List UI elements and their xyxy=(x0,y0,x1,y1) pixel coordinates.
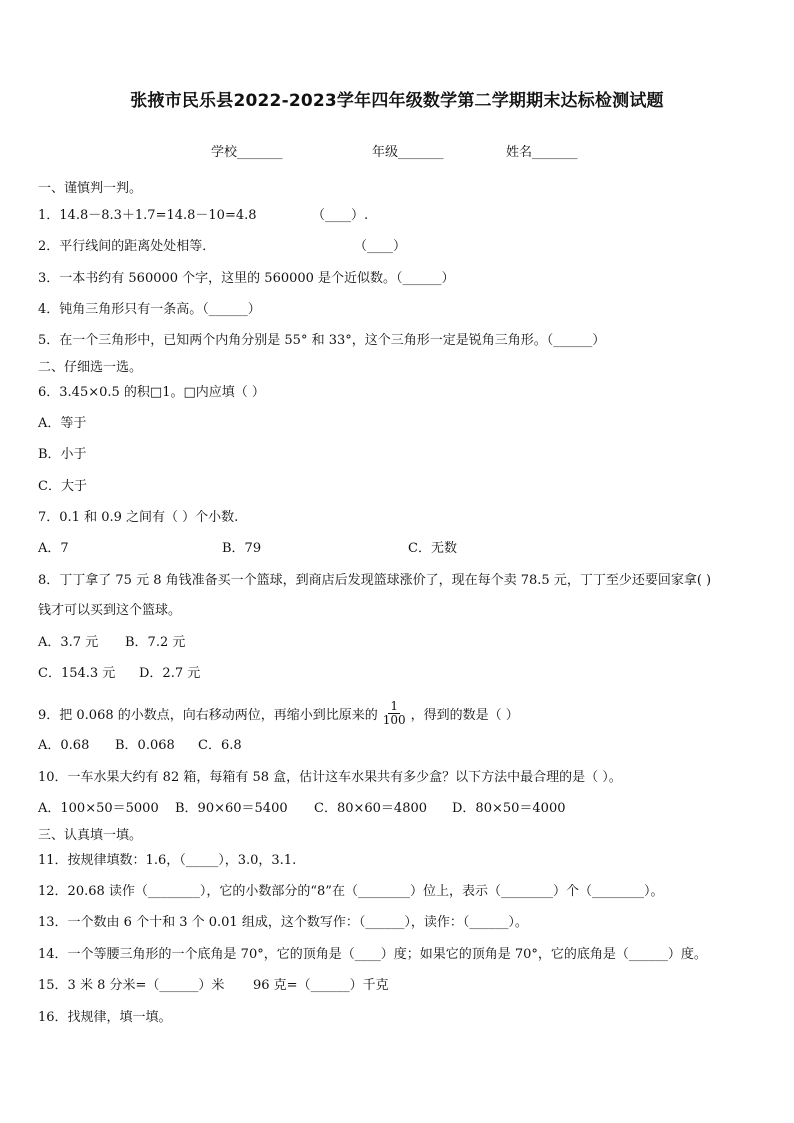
fraction xyxy=(381,700,408,727)
question-3: 3．一本书约有 560000 个字，这里的 560000 是个近似数。（______） xyxy=(38,271,455,286)
question-11: 11．按规律填数：1.6，（_____），3.0，3.1. xyxy=(38,853,297,868)
school-field: 学校_______ xyxy=(211,145,283,160)
question-10-stem: 10．一车水果大约有 82 箱，每箱有 58 盒，估计这车水果共有多少盒？以下方法中最合理的是（ ）。 xyxy=(38,770,622,785)
question-10-option-a: A．100×50＝5000 xyxy=(38,801,159,816)
question-15-part-a: 15．3 米 8 分米=（______）米 xyxy=(38,978,225,993)
question-6-option-b: B．小于 xyxy=(38,447,87,462)
question-10-option-b: B．90×60＝5400 xyxy=(175,801,288,816)
question-10-option-d: D．80×50＝4000 xyxy=(452,801,566,816)
question-10-option-c: C．80×60＝4800 xyxy=(314,801,428,816)
section-heading-fill: 三、认真填一填。 xyxy=(38,828,143,843)
question-7-option-b: B．79 xyxy=(222,541,262,556)
question-8-stem-line1: 8．丁丁拿了 75 元 8 角钱准备买一个篮球，到商店后发现篮球涨价了，现在每个卖 78.5 元，丁丁至少还要回家拿( ) xyxy=(38,573,712,588)
question-12: 12．20.68 读作（________），它的小数部分的“8”在（________）位上，表示（________）个（________）。 xyxy=(38,884,664,899)
question-8-stem-line2: 钱才可以买到这个篮球。 xyxy=(38,603,182,618)
section-heading-judge: 一、谨慎判一判。 xyxy=(38,181,143,196)
exam-title: 张掖市民乐县2022-2023学年四年级数学第二学期期末达标检测试题 xyxy=(130,91,664,111)
fraction-numerator: 1 xyxy=(390,699,399,713)
question-1-blank: （____）. xyxy=(312,208,369,223)
question-8-option-c: C．154.3 元 xyxy=(38,666,116,681)
question-8-option-a: A．3.7 元 xyxy=(38,635,99,650)
question-6-option-a: A．等于 xyxy=(38,416,87,431)
question-14: 14．一个等腰三角形的一个底角是 70°，它的顶角是（____）度；如果它的顶角是 70°，它的底角是（______）度。 xyxy=(38,947,707,962)
question-2-text: 2．平行线间的距离处处相等． xyxy=(38,239,216,254)
question-9-option-c: C．6.8 xyxy=(198,738,242,753)
question-1-text: 1．14.8－8.3＋1.7=14.8－10=4.8 xyxy=(38,208,257,223)
question-2 xyxy=(38,239,215,255)
question-8-option-b: B．7.2 元 xyxy=(125,635,186,650)
question-9-stem xyxy=(38,699,519,729)
question-9-option-b: B．0.068 xyxy=(115,738,175,753)
question-16: 16．找规律，填一填。 xyxy=(38,1010,172,1025)
question-9-text-before: 9．把 0.068 的小数点，向右移动两位，再缩小到比原来的 xyxy=(38,708,378,723)
question-5: 5．在一个三角形中，已知两个内角分别是 55° 和 33°，这个三角形一定是锐角三角形。（______） xyxy=(38,333,606,348)
question-1 xyxy=(38,208,257,224)
section-heading-choose: 二、仔细选一选。 xyxy=(38,360,143,375)
question-15-part-b: 96 克=（______）千克 xyxy=(253,978,389,993)
name-field: 姓名_______ xyxy=(506,145,578,160)
question-7-option-c: C．无数 xyxy=(408,541,457,556)
question-4: 4．钝角三角形只有一条高。（______） xyxy=(38,302,261,317)
question-7-option-a: A．7 xyxy=(38,541,69,556)
question-6-option-c: C．大于 xyxy=(38,479,87,494)
grade-field: 年级_______ xyxy=(372,145,444,160)
question-9-option-a: A．0.68 xyxy=(38,738,90,753)
question-13: 13．一个数由 6 个十和 3 个 0.01 组成，这个数写作：（______），读作：（______）。 xyxy=(38,915,528,930)
question-8-option-d: D．2.7 元 xyxy=(139,666,201,681)
question-6-stem: 6．3.45×0.5 的积□1。□内应填（ ） xyxy=(38,385,265,400)
question-9-text-after: ，得到的数是（ ） xyxy=(410,708,519,723)
question-7-stem: 7．0.1 和 0.9 之间有（ ）个小数. xyxy=(38,510,239,525)
question-2-blank: （____） xyxy=(354,239,407,254)
fraction-denominator: 100 xyxy=(382,713,406,727)
